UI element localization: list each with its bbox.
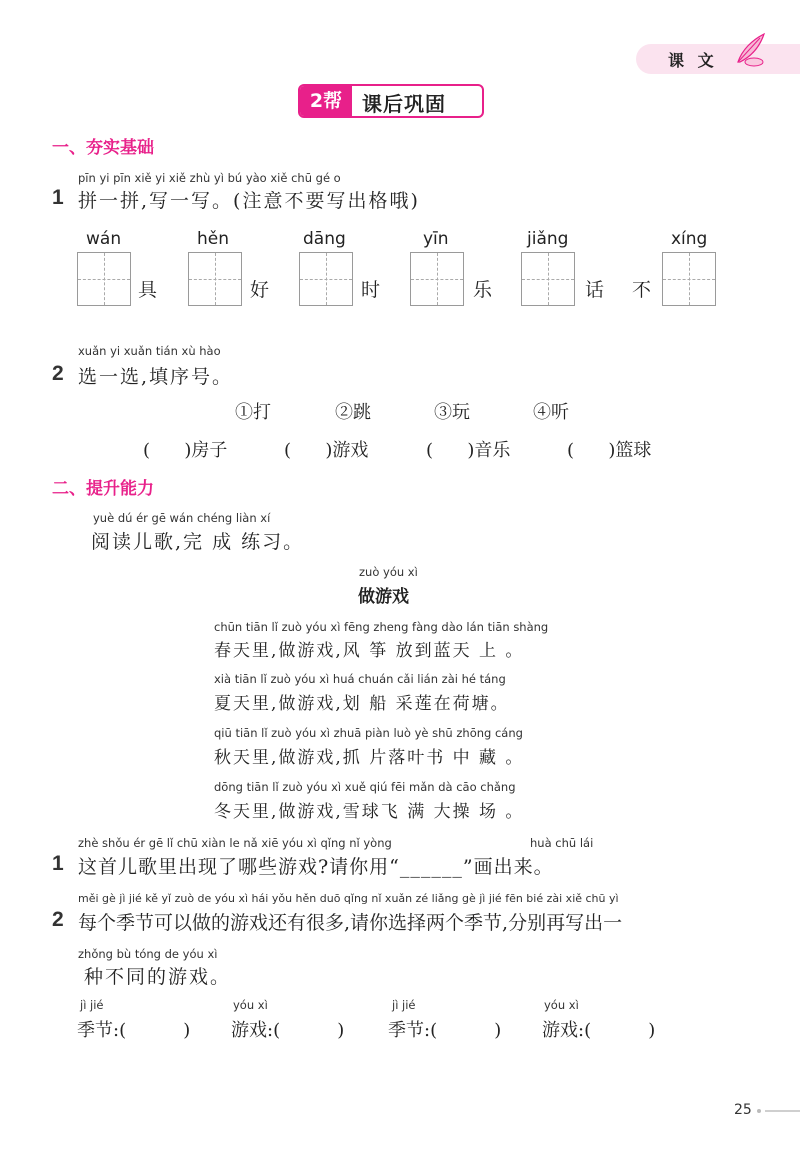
s2-q2-text-line2: 种不同的游戏。 [84,966,232,988]
box-pinyin-2: hěn [197,229,230,249]
answer-1[interactable]: 季节:( ) [77,1020,191,1041]
page-number-line [765,1110,800,1112]
s1-q2-pinyin: xuǎn yi xuǎn tián xù hào [78,344,221,358]
answer-2-pinyin: yóu xì [233,998,268,1012]
answer-1-pinyin: jì jié [80,998,104,1012]
page-title: 课后巩固 [362,92,446,116]
s2-intro-pinyin: yuè dú ér gē wán chéng liàn xí [93,511,271,525]
writing-box-6[interactable] [662,252,716,306]
s2-q2-pinyin-line2: zhǒng bù tóng de yóu xì [78,947,218,961]
writing-box-5[interactable] [521,252,575,306]
option-3: ③玩 [434,402,470,423]
option-4: ④听 [533,402,569,423]
fill-blank-4[interactable]: ( )篮球 [567,440,652,461]
writing-box-3[interactable] [299,252,353,306]
writing-box-2[interactable] [188,252,242,306]
fill-blank-2[interactable]: ( )游戏 [284,440,369,461]
s2-q2-pinyin: měi gè jì jié kě yǐ zuò de yóu xì hái yǒu hěn duō qǐng nǐ xuǎn zé liǎng gè jì jié fēn bié zài xiě chū yì [78,892,619,905]
s2-q1-text: 这首儿歌里出现了哪些游戏?请你用“______”画出来。 [78,856,554,878]
answer-4[interactable]: 游戏:( ) [542,1020,656,1041]
s1-q1-pinyin: pīn yi pīn xiě yi xiě zhù yì bú yào xiě chū gé o [78,171,341,185]
s1-q2-text: 选一选,填序号。 [78,366,234,388]
writing-box-4[interactable] [410,252,464,306]
s2-q1-pinyin: zhè shǒu ér gē lǐ chū xiàn le nǎ xiē yóu xì qǐng nǐ yòng [78,836,392,850]
poem-line-2: 夏天里,做游戏,划 船 采莲在荷塘。 [214,694,510,714]
box-char-3: 时 [361,279,381,301]
box-pinyin-1: wán [86,229,122,249]
box-char-6: 不 [632,279,652,301]
writing-box-1[interactable] [77,252,131,306]
option-2: ②跳 [335,402,371,423]
option-1: ①打 [235,402,271,423]
s1-q1-text: 拼一拼,写一写。(注意不要写出格哦) [78,190,420,212]
title-badge: 2帮 [300,86,352,116]
section1-title: 一、夯实基础 [52,138,154,158]
poem-line-1: 春天里,做游戏,风 筝 放到蓝天 上 。 [214,641,525,661]
box-pinyin-3: dāng [303,229,346,249]
poem-line-3-pinyin: qiū tiān lǐ zuò yóu xì zhuā piàn luò yè shū zhōng cáng [214,726,523,740]
answer-2[interactable]: 游戏:( ) [231,1020,345,1041]
page-number: 25 [734,1102,752,1118]
s2-q2-text: 每个季节可以做的游戏还有很多,请你选择两个季节,分别再写出一 [78,912,623,934]
box-char-4: 乐 [473,279,493,301]
s2-q2-number: 2 [52,908,64,931]
poem-line-2-pinyin: xià tiān lǐ zuò yóu xì huá chuán cǎi lián zài hé táng [214,672,506,686]
answer-4-pinyin: yóu xì [544,998,579,1012]
poem-title-pinyin: zuò yóu xì [359,565,418,579]
box-char-1: 具 [138,279,158,301]
poem-title: 做游戏 [358,587,409,607]
box-pinyin-6: xíng [671,229,708,249]
s1-q1-number: 1 [52,186,64,209]
feather-quill-icon [730,32,768,68]
page-number-dot [757,1109,761,1113]
header-tab [636,44,800,74]
box-char-2: 好 [250,279,270,301]
s2-q1-number: 1 [52,852,64,875]
box-char-5: 话 [585,279,605,301]
s2-q1-pinyin-2: huà chū lái [530,836,594,850]
fill-blank-1[interactable]: ( )房子 [143,440,228,461]
fill-blank-3[interactable]: ( )音乐 [426,440,511,461]
s2-intro-text: 阅读儿歌,完 成 练习。 [91,531,305,553]
section2-title: 二、提升能力 [52,479,154,499]
s1-q2-number: 2 [52,362,64,385]
box-pinyin-5: jiǎng [527,229,569,249]
box-pinyin-4: yīn [423,229,449,249]
poem-line-4-pinyin: dōng tiān lǐ zuò yóu xì xuě qiú fēi mǎn dà cāo chǎng [214,780,516,794]
poem-line-3: 秋天里,做游戏,抓 片落叶书 中 藏 。 [214,748,525,768]
answer-3[interactable]: 季节:( ) [388,1020,502,1041]
answer-3-pinyin: jì jié [392,998,416,1012]
header-tab-label: 课 文 [668,51,718,70]
poem-line-4: 冬天里,做游戏,雪球飞 满 大操 场 。 [214,802,525,822]
poem-line-1-pinyin: chūn tiān lǐ zuò yóu xì fēng zheng fàng dào lán tiān shàng [214,620,549,634]
